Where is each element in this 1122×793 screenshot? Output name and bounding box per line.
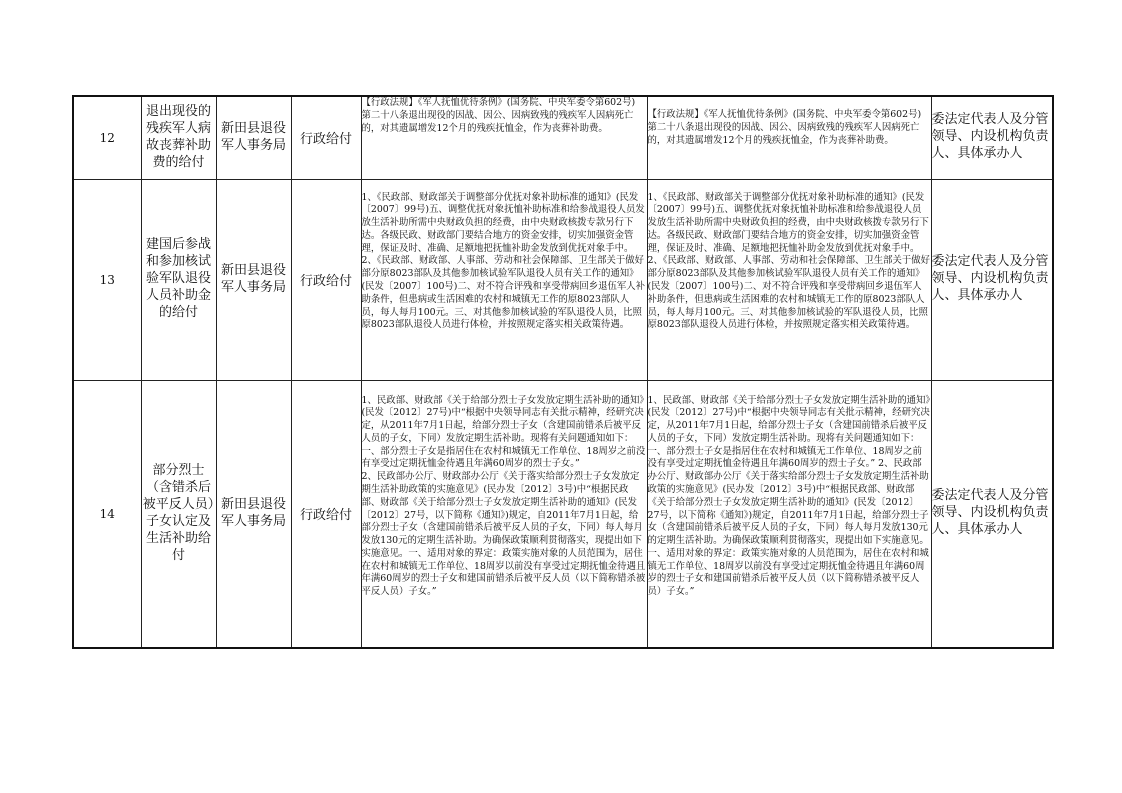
table-row <box>73 179 1053 380</box>
item-type: 行政给付 <box>291 380 361 648</box>
legal-basis-detail: 1、民政部、财政部《关于给部分烈士子女发放定期生活补助的通知》(民发〔2012〕27号)中“根据中央领导同志有关批示精神，经研究决定，从2011年7月1日起，给部分烈士子女（含建国前错杀后被平反人员的子女，下同）发放定期生活补助。现将有关问题通知如下：一、部分烈士子女是指居住在农村和城镇无工作单位、18周岁之前没有享受过定期抚恤金待遇且年满60周岁的烈士子女。” 2、民政部办公厅、财政部办公厅《关于落实给部分烈士子女发放定期生活补助政策的实施意见》(民办发〔2012〕3号)中“根据民政部、财政部《关于给部分烈士子女发放定期生活补助的通知》(民发〔2012〕27号，以下简称《通知》)规定，自2011年7月1日起，给部分烈士子女（含建国前错杀后被平反人员的子女，下同）每人每月发放130元的定期生活补助。为确保政策顺利贯彻落实，现提出如下实施意见。一、适用对象的界定：政策实施对象的人员范围为，居住在农村和城镇无工作单位、18周岁以前没有享受过定期抚恤金待遇且年满60周岁的烈士子女和建国前错杀后被平反人员（以下简称错杀被平反人员）子女。” <box>647 380 931 648</box>
department: 新田县退役军人事务局 <box>216 179 291 380</box>
item-type: 行政给付 <box>291 179 361 380</box>
responsible-party: 委法定代表人及分管领导、内设机构负责人、具体承办人 <box>931 96 1053 179</box>
legal-basis-detail: 1、《民政部、财政部关于调整部分优抚对象补助标准的通知》(民发〔2007〕99号)五、调整优抚对象抚恤补助标准和给参战退役人员发放生活补助所需中央财政负担的经费，由中央财政核拨专款另行下达。各级民政、财政部门要结合地方的资金安排，切实加强资金管理，保证及时、准确、足额地把抚恤补助金发放到优抚对象手中。2、《民政部、财政部、人事部、劳动和社会保障部、卫生部关于做好部分原8023部队及其他参加核试验军队退役人员有关工作的通知》(民发〔2007〕100号)二、对不符合评残和享受带病回乡退伍军人补助条件，但患病或生活困难的农村和城镇无工作的原8023部队人员，每人每月100元。三、对其他参加核试验的军队退役人员，比照原8023部队退役人员进行体检，并按照规定落实相关政策待遇。 <box>647 179 931 380</box>
legal-basis: 【行政法规】《军人抚恤优待条例》(国务院、中央军委令第602号) 第二十八条退出现役的因战、因公、因病致残的残疾军人因病死亡的，对其遗属增发12个月的残疾抚恤金，作为丧葬补助费。 <box>361 96 647 179</box>
document-table <box>72 95 1054 649</box>
legal-basis: 1、民政部、财政部《关于给部分烈士子女发放定期生活补助的通知》(民发〔2012〕27号)中“根据中央领导同志有关批示精神，经研究决定，从2011年7月1日起，给部分烈士子女（含建国前错杀后被平反人员的子女，下同）发放定期生活补助。现将有关问题通知如下：一、部分烈士子女是指居住在农村和城镇无工作单位、18周岁之前没有享受过定期抚恤金待遇且年满60周岁的烈士子女。” 2、民政部办公厅、财政部办公厅《关于落实给部分烈士子女发放定期生活补助政策的实施意见》(民办发〔2012〕3号)中“根据民政部、财政部《关于给部分烈士子女发放定期生活补助的通知》(民发〔2012〕27号，以下简称《通知》)规定，自2011年7月1日起，给部分烈士子女（含建国前错杀后被平反人员的子女，下同）每人每月发放130元的定期生活补助。为确保政策顺利贯彻落实，现提出如下实施意见。一、适用对象的界定：政策实施对象的人员范围为，居住在农村和城镇无工作单位、18周岁以前没有享受过定期抚恤金待遇且年满60周岁的烈士子女和建国前错杀后被平反人员（以下简称错杀被平反人员）子女。” <box>361 380 647 648</box>
legal-basis-detail: 【行政法规】《军人抚恤优待条例》(国务院、中央军委令第602号) 第二十八条退出现役的因战、因公、因病致残的残疾军人因病死亡的，对其遗属增发12个月的残疾抚恤金，作为丧葬补助费。 <box>647 96 931 179</box>
row-number: 14 <box>73 380 141 648</box>
table-row <box>73 96 1053 179</box>
legal-basis: 1、《民政部、财政部关于调整部分优抚对象补助标准的通知》(民发〔2007〕99号)五、调整优抚对象抚恤补助标准和给参战退役人员发放生活补助所需中央财政负担的经费，由中央财政核拨专款另行下达。各级民政、财政部门要结合地方的资金安排，切实加强资金管理，保证及时、准确、足额地把抚恤补助金发放到优抚对象手中。 2、《民政部、财政部、人事部、劳动和社会保障部、卫生部关于做好部分原8023部队及其他参加核试验军队退役人员有关工作的通知》(民发〔2007〕100号)二、对不符合评残和享受带病回乡退伍军人补助条件，但患病或生活困难的农村和城镇无工作的原8023部队人员，每人每月100元。三、对其他参加核试验的军队退役人员，比照原8023部队退役人员进行体检，并按照规定落实相关政策待遇。 <box>361 179 647 380</box>
item-type: 行政给付 <box>291 96 361 179</box>
item-name: 退出现役的残疾军人病故丧葬补助费的给付 <box>141 96 216 179</box>
department: 新田县退役军人事务局 <box>216 380 291 648</box>
item-name: 部分烈士（含错杀后被平反人员）子女认定及生活补助给付 <box>141 380 216 648</box>
row-number: 13 <box>73 179 141 380</box>
responsible-party: 委法定代表人及分管领导、内设机构负责人、具体承办人 <box>931 380 1053 648</box>
table-row <box>73 380 1053 648</box>
responsible-party: 委法定代表人及分管领导、内设机构负责人、具体承办人 <box>931 179 1053 380</box>
item-name: 建国后参战和参加核试验军队退役人员补助金的给付 <box>141 179 216 380</box>
row-number: 12 <box>73 96 141 179</box>
department: 新田县退役军人事务局 <box>216 96 291 179</box>
